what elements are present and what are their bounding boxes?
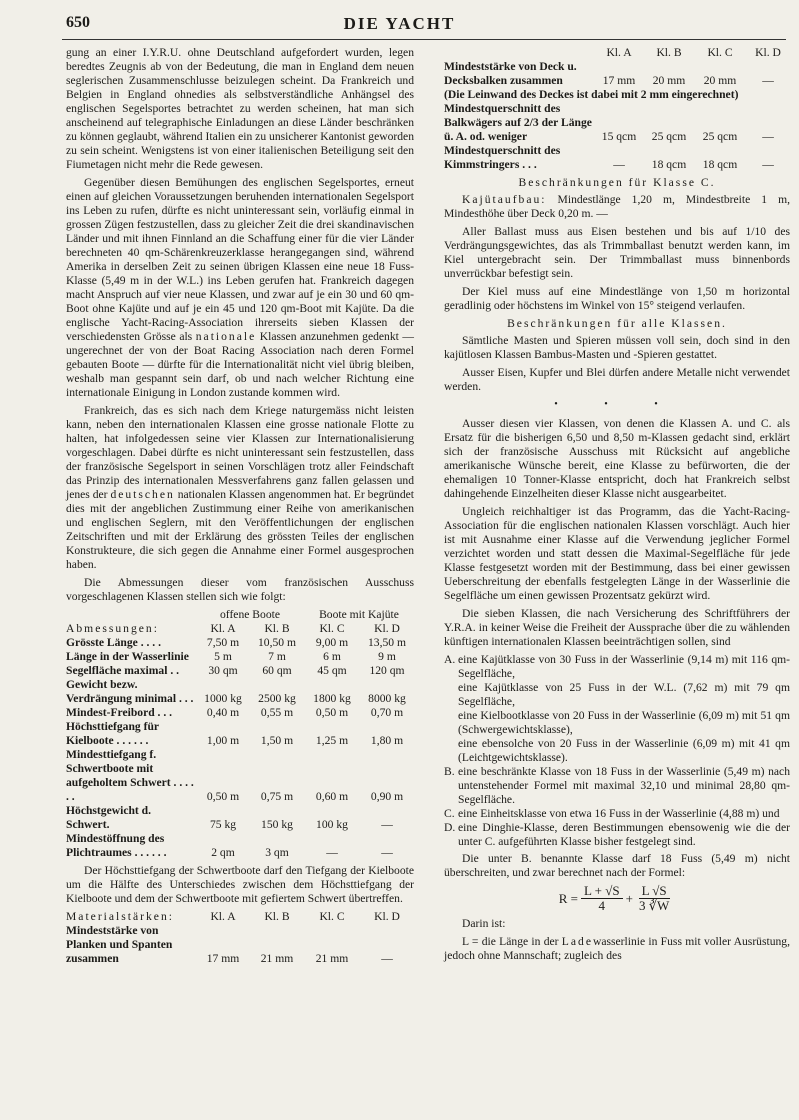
list-item: eine Kielbootklasse von 20 Fuss in der Wasserlinie (6,09 m) mit 51 qm (Schwergewichtsklasse),	[458, 709, 790, 736]
paragraph: Die sieben Klassen, die nach Versicherung des Schriftführers der Y.R.A. in keiner Weise die Freiheit der Aussprache über die zu wählenden künftigen internationalen Klassen beeinträchtigen sollen, sind	[444, 607, 790, 648]
class-header: Kl. C	[319, 910, 345, 923]
formula-lhs: R =	[558, 890, 578, 906]
paragraph: Aller Ballast muss aus Eisen bestehen und bis auf 1/10 des Verdrängungsgewichtes, das als Trimmballast benutzt werden kann, im Kiel untergebracht sein. Der Trimmballast muss binnenbords unverrückbar befestigt sein.	[444, 225, 790, 280]
paragraph: Darin ist:	[462, 917, 506, 930]
section-separator: • • •	[554, 399, 680, 410]
table-row: Mindest-Freibord . . . 0,40 m 0,55 m 0,50 m 0,70 m	[66, 706, 404, 719]
group-header-cabin: Boote mit Kajüte	[319, 608, 399, 621]
table-row: Gewicht bezw. Verdrängung minimal . . . 1000 kg 2500 kg 1800 kg 8000 kg	[66, 678, 406, 705]
list-item: D. eine Dinghie-Klasse, deren Bestimmungen ebensowenig wie die der unter C. aufgeführten Klasse bisher festgelegt sind.	[444, 821, 790, 848]
paragraph: Kajütaufbau: Mindestlänge 1,20 m, Mindestbreite 1 m, Mindesthöhe über Deck 0,20 m. —	[444, 193, 790, 220]
paragraph: Gegenüber diesen Bemühungen des englischen Segelsportes, erneut einen auf gleichen Voraussetzungen beruhenden internationalen Segelsport ins Leben zu rufen, dürfte es nicht uninteressant sein, vorläufig einmal in grossen Zügen festzustellen, dass zu gleicher Zeit die drei skandinavischen Länder und mit ihnen Finnland an die Schaffung einer für die vier Länder berechneten 40 qm-Schärenkreuzerklasse herangegangen sind, während Amerika in derselben Zeit zu seinen übrigen Klassen eine neue 18 Fuss-Klasse (5,49 m in der W.L.) ins Leben gerufen hat. Frankreich dagegen macht Anspruch auf vier neue Klassen, und zwar auf je ein 30 und 60 qm-Boot ohne Kajüte und auf je ein 45 und 120 qm-Boot mit Kajüte. Da die englische Yacht-Racing-Association ihrerseits sieben Klassen der verschiedensten Grösse als nationale Klassen anzunehmen gedenkt — ungerechnet der von der Boat Racing Association nach deren Formel gebauten Boote — dürfte für die Internationalität nicht viel übrig bleiben, weshalb man gespannt sein darf, ob und nach welcher Richtung eine internationale Einigung in London zustande kommen wird.	[66, 176, 414, 399]
right-column	[444, 46, 790, 967]
paragraph: gung an einer I.Y.R.U. ohne Deutschland aufgefordert wurden, legen beredtes Zeugnis ab von der Bedeutung, die man in England dem neuen seglerischen Zusammenschlusse beizulegen scheint. Da Frankreich und Belgien in England ohnedies als selbstverständliche Anhängsel des englischen Segelsportes betrachtet zu werden scheinen, hat man sich anscheinend auf telegraphische Einladungen an diese Länder beschränken zu können geglaubt, während Italien ein zu unsicherer Kantonist geworden zu sein scheint. Wenigstens ist von einer italienischen Beteiligung seit den Fiumetagen nicht mehr die Rede gewesen.	[66, 46, 414, 171]
journal-title: DIE YACHT	[343, 14, 456, 33]
fraction: $\frac{L + √S}{4}$	[581, 884, 623, 913]
paragraph: Frankreich, das es sich nach dem Kriege naturgemäss nicht leisten kann, neben den internationalen Klassen eine grosse nationale Flotte zu halten, hat infolgedessen seine vier Klassen zur Internationalisierung vorgeschlagen. Dabei dürfte es nicht uninteressant sein festzustellen, dass der französische Segelsport in seinen Vorschlägen trotz aller Feindschaft das Prinzip des internationalen Messverfahrens ganz fallen gelassen und jenes der deutschen nationalen Klassen angenommen hat. Er begründet dies mit der angeblichen Zustimmung einer Reihe von amerikanischen und englischen Seglern, mit den Veröffentlichungen der englischen Zeitschriften und mit der Erklärung des grössten Teiles der englischen Konstrukteure, die sich gegen die Annahme einer Formel ausgesprochen haben.	[66, 404, 415, 571]
section-label: Abmessungen:	[66, 622, 159, 635]
list-item: eine Kajütklasse von 25 Fuss in der W.L. (7,62 m) mit 79 qm Segelfläche,	[458, 681, 790, 708]
formula	[444, 884, 790, 913]
class-header: Kl. C	[707, 46, 733, 59]
class-header: Kl. C	[319, 622, 345, 635]
table-row: Mindeststärke von Deck u. Decksbalken zusammen 17 mm 20 mm 20 mm —	[444, 60, 774, 87]
table-note: (Die Leinwand des Deckes ist dabei mit 2 mm eingerechnet)	[444, 88, 739, 101]
section-heading: Beschränkungen für Klasse C.	[518, 176, 716, 189]
list-marker: C.	[444, 807, 455, 820]
paragraph: Ungleich reichhaltiger ist das Programm, das die Yacht-Racing-Association für die englischen nationalen Klassen vorschlägt. Auch hier ist mit Ausnahme einer Klasse auf die Verwendung jeglicher Formel verzichtet worden und statt dessen die Maximal-Segelfläche für jede Klasse festgesetzt worden mit der Bestimmung, dass bei einer gewissen Ueberschreitung der ebenfalls festgelegten Länge in der Wasserlinie die Segelfläche um einen gewissen Prozentsatz gekürzt wird.	[444, 505, 790, 602]
table-row: Mindestöffnung des Plichtraumes . . . . . . 2 qm 3 qm — —	[66, 832, 393, 859]
deck-table	[444, 46, 790, 172]
paragraph: Der Kiel muss auf eine Mindestlänge von 1,50 m horizontal geradlinig oder höchstens im Winkel von 15° steigend verlaufen.	[444, 285, 790, 312]
class-header: Kl. A	[210, 622, 236, 635]
paragraph: Ausser Eisen, Kupfer und Blei dürfen andere Metalle nicht verwendet werden.	[444, 366, 790, 393]
dimensions-table	[66, 608, 414, 860]
class-header: Kl. B	[264, 910, 290, 923]
left-column	[66, 46, 414, 966]
table-row: Mindesttiefgang f. Schwertboote mit aufgeholtem Schwert . . . . . . 0,50 m 0,75 m 0,60 m 0,90 m	[66, 748, 404, 803]
header-rule	[62, 39, 786, 40]
table-row: Mindestquerschnitt des Balkwägers auf 2/3 der Länge ü. A. od. weniger 15 qcm 25 qcm 25 qcm —	[444, 102, 774, 143]
list-item: C. eine Einheitsklasse von etwa 16 Fuss in der Wasserlinie (4,88 m) und	[444, 807, 780, 820]
table-row: Länge in der Wasserlinie 5 m 7 m 6 m 9 m	[66, 650, 396, 663]
materials-table	[66, 910, 414, 966]
table-row: Höchsttiefgang für Kielboote . . . . . . 1,00 m 1,50 m 1,25 m 1,80 m	[66, 720, 404, 747]
list-marker: A.	[444, 653, 456, 666]
paragraph: Die unter B. benannte Klasse darf 18 Fuss (5,49 m) nicht überschreiten, und zwar berechnet nach der Formel:	[444, 852, 790, 879]
section-label: Materialstärken:	[66, 910, 174, 923]
list-item: B. eine beschränkte Klasse von 18 Fuss in der Wasserlinie (5,49 m) nach untenstehender Formel mit maximal 32,10 und minimal 28,80 qm-Segelfläche.	[444, 765, 790, 806]
table-row: Mindeststärke von Planken und Spanten zusammen 17 mm 21 mm 21 mm —	[66, 924, 393, 965]
table-row: Höchstgewicht d. Schwert. 75 kg 150 kg 100 kg —	[66, 804, 393, 831]
class-header: Kl. B	[656, 46, 682, 59]
list-marker: D.	[444, 821, 456, 834]
page-number: 650	[66, 14, 90, 31]
section-heading: Beschränkungen für alle Klassen.	[507, 317, 727, 330]
fraction: $\frac{L √S}{3 ∛W}$	[638, 883, 670, 913]
table-row: Grösste Länge . . . . 7,50 m 10,50 m 9,00 m 13,50 m	[66, 636, 406, 649]
class-list	[444, 653, 790, 849]
paragraph: Die Abmessungen dieser vom französischen Ausschuss vorgeschlagenen Klassen stellen sich wie folgt:	[66, 576, 414, 603]
list-item: eine ebensolche von 20 Fuss in der Wasserlinie (6,09 m) mit 41 qm (Leichtgewichtsklasse).	[458, 737, 790, 764]
list-item: A. eine Kajütklasse von 30 Fuss in der Wasserlinie (9,14 m) mit 116 qm-Segelfläche,	[444, 653, 790, 680]
group-header-open: offene Boote	[220, 608, 280, 621]
paragraph: L = die Länge in der Ladewasserlinie in Fuss mit voller Ausrüstung, jedoch ohne Mannschaft; zugleich des	[444, 935, 790, 962]
paragraph: Ausser diesen vier Klassen, von denen die Klassen A. und C. als Ersatz für die bisherigen 6,50 und 8,50 m-Klassen gedacht sind, erklärt sich der französische Ausschuss mit Rücksicht auf angebliche amerikanische Wünsche bereit, eine Klasse zu befürworten, die der ehemaligen 10 Tonner-Klasse entspricht, doch hat Frankreich selbst dahingehende Einzelheiten dieser Klasse nicht ausgearbeitet.	[444, 417, 790, 500]
class-header: Kl. D	[374, 622, 400, 635]
class-header: Kl. A	[606, 46, 632, 59]
table-row: Segelfläche maximal . . 30 qm 60 qm 45 qm 120 qm	[66, 664, 405, 677]
class-header: Kl. B	[264, 622, 290, 635]
paragraph: Sämtliche Masten und Spieren müssen voll sein, doch sind in den kajütlosen Klassen Bambus-Masten und -Spieren gestattet.	[444, 334, 790, 361]
class-header: Kl. D	[374, 910, 400, 923]
formula-plus: +	[625, 890, 633, 906]
table-row: Mindestquerschnitt des Kimmstringers . . . — 18 qcm 18 qcm —	[444, 144, 774, 171]
list-marker: B.	[444, 765, 455, 778]
page-header	[0, 14, 799, 38]
class-header: Kl. D	[755, 46, 781, 59]
paragraph: Der Höchsttiefgang der Schwertboote darf den Tiefgang der Kielboote um die Hälfte des Unterschiedes zwischen dem Höchsttiefgang der Kielboote und dem der Schwertboote mit gefiertem Schwert übertreffen.	[66, 864, 414, 905]
class-header: Kl. A	[210, 910, 236, 923]
